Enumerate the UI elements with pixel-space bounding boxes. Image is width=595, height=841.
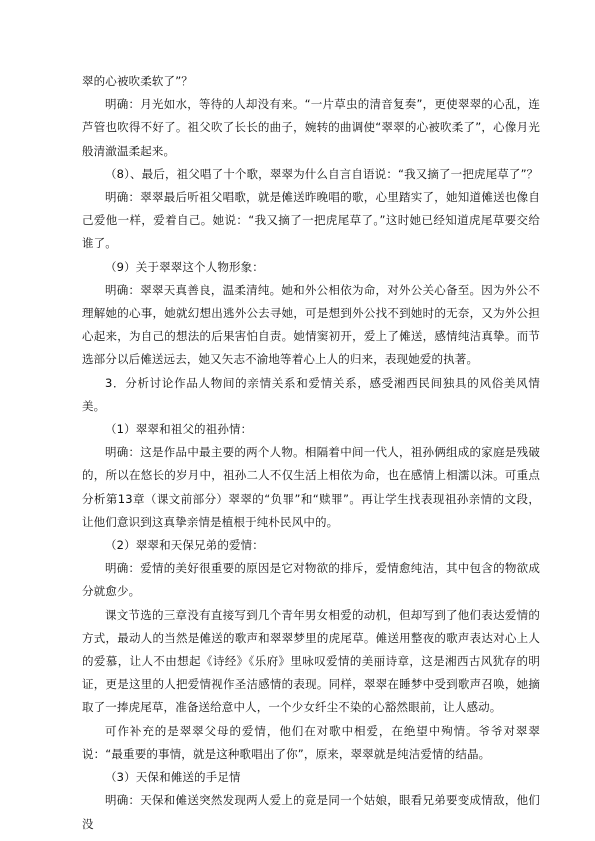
subsection-3-heading: （3）天保和傩送的手足情 xyxy=(105,770,241,785)
paragraph-answer-grandparent: 明确：这是作品中最主要的两个人物。相隔着中间一代人，祖孙俩组成的家庭是残破的，所以在悠长的岁月中，祖孙二人不仅生活上相依为命，也在感情上相濡以沫。可重点分析第13章（课文前部分）翠翠的“负罪”和“赎罪”。再让学生找表现祖孙亲情的文段，让他们意识到这真挚亲情是植根于纯朴民风中的。 xyxy=(82,445,540,529)
question-9: （9）关于翠翠这个人物形象： xyxy=(105,259,264,274)
subsection-2-heading: （2）翠翠和天保兄弟的爱情： xyxy=(105,538,264,553)
body-text xyxy=(82,70,540,836)
paragraph-answer-brothers: 明确：天保和傩送突然发现两人爱上的竟是同一个姑娘，眼看兄弟要变成情敌，他们没 xyxy=(82,793,540,831)
paragraph-continuation: 翠的心被吹柔软了”？ xyxy=(82,74,193,88)
subsection-1-heading: （1）翠翠和祖父的祖孙情： xyxy=(105,422,253,437)
paragraph-parents-love: 可作补充的是翠翠父母的爱情，他们在对歌中相爱，在绝望中殉情。爷爷对翠翠说：“最重要的事情，就是这种歌唱出了你”，原来，翠翠就是纯洁爱情的结晶。 xyxy=(82,723,540,761)
paragraph-answer-8: 明确：翠翠最后听祖父唱歌，就是傩送昨晚唱的歌，心里踏实了，她知道傩送也像自己爱他一样，爱着自己。她说：“我又摘了一把虎尾草了。”这时她已经知道虎尾草要交给谁了。 xyxy=(82,190,540,251)
paragraph-answer-love: 明确：爱情的美好很重要的原因是它对物欲的排斥，爱情愈纯洁，其中包含的物欲成分就愈少。 xyxy=(82,561,540,599)
section-3-heading: 3．分析讨论作品人物间的亲情关系和爱情关系，感受湘西民间独具的风俗美风情美。 xyxy=(82,375,540,413)
paragraph-answer-9: 明确：翠翠天真善良，温柔清纯。她和外公相依为命，对外公关心备至。因为外公不理解她的心事，她就幻想出逃外公去寻她，可是想到外公找不到她时的无奈，又为外公担心起来，为自己的想法的后果害怕自责。她情窦初开，爱上了傩送，感情纯洁真挚。而节选部分以后傩送远去，她又矢志不渝地等着心上人的归来，表现她爱的执著。 xyxy=(82,282,540,367)
paragraph-answer-moonlight: 明确：月光如水，等待的人却没有来。“一片草虫的清音复奏”，更使翠翠的心乱，连芦管也吹得不好了。祖父吹了长长的曲子，婉转的曲调使“翠翠的心被吹柔了”，心像月光般清澈温柔起来。 xyxy=(82,97,540,158)
paragraph-love-detail: 课文节选的三章没有直接写到几个青年男女相爱的动机，但却写到了他们表达爱情的方式，最动人的当然是傩送的歌声和翠翠梦里的虎尾草。傩送用整夜的歌声表达对心上人的爱慕，让人不由想起《诗经》《乐府》里咏叹爱情的美丽诗章，这是湘西古风犹存的明证，更是这里的人把爱情视作圣洁感情的表现。同样，翠翠在睡梦中受到歌声召唤，她摘取了一捧虎尾草，准备送给意中人，一个少女纤尘不染的心豁然眼前，让人感动。 xyxy=(82,607,540,715)
question-8: （8）、最后，祖父唱了十个歌，翠翠为什么自言自语说：“我又摘了一把虎尾草了”？ xyxy=(105,166,539,181)
